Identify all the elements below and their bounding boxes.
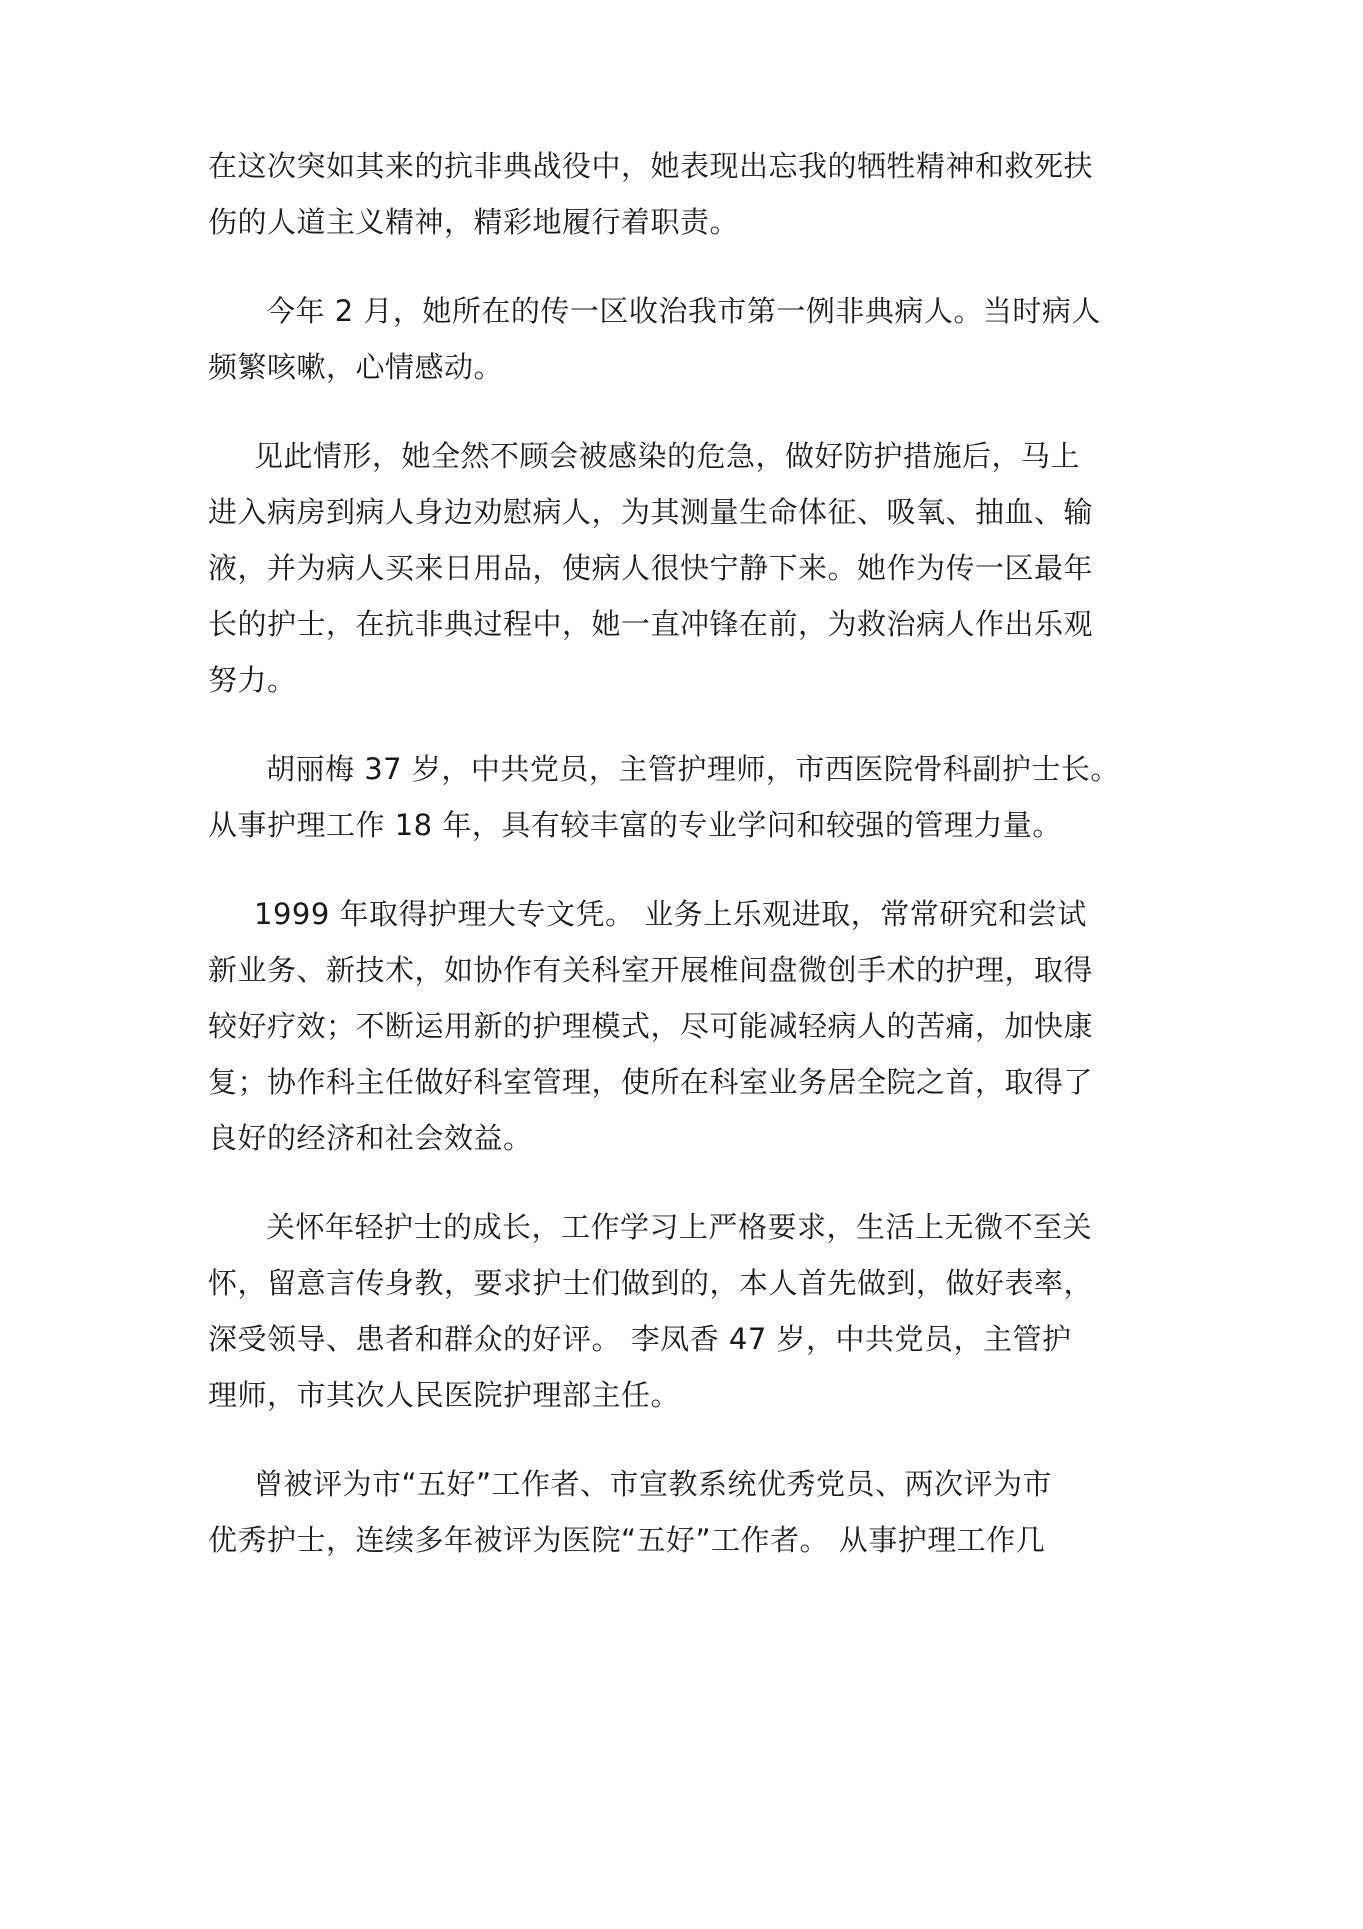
paragraph-2 <box>208 283 1183 395</box>
text-line: 怀，留意言传身教，要求护士们做到的，本人首先做到，做好表率， <box>208 1266 1094 1300</box>
text-line: 频繁咳嗽，心情感动。 <box>208 350 504 384</box>
text-line: 见此情形，她全然不顾会被感染的危急，做好防护措施后，马上 <box>254 439 1081 473</box>
text-line: 新业务、新技术，如协作有关科室开展椎间盘微创手术的护理，取得 <box>208 953 1094 987</box>
text-line: 1999 年取得护理大专文凭。 业务上乐观进取，常常研究和尝试 <box>254 897 1087 931</box>
text-line: 从事护理工作 18 年，具有较丰富的专业学问和较强的管理力量。 <box>208 808 1062 842</box>
text-line: 胡丽梅 37 岁，中共党员，主管护理师，市西医院骨科副护士长。 <box>266 752 1120 786</box>
paragraph-6 <box>208 1199 1183 1423</box>
text-line: 深受领导、患者和群众的好评。 李凤香 47 岁，中共党员，主管护 <box>208 1322 1072 1356</box>
text-line: 复；协作科主任做好科室管理，使所在科室业务居全院之首，取得了 <box>208 1065 1094 1099</box>
text-line: 今年 2 月，她所在的传一区收治我市第一例非典病人。当时病人 <box>266 294 1101 328</box>
paragraph-5 <box>208 886 1183 1166</box>
document-body <box>208 138 1183 1601</box>
text-line: 良好的经济和社会效益。 <box>208 1121 533 1155</box>
text-line: 液，并为病人买来日用品，使病人很快宁静下来。她作为传一区最年 <box>208 551 1094 585</box>
text-line: 曾被评为市“五好”工作者、市宣教系统优秀党员、两次评为市 <box>254 1467 1053 1501</box>
text-line: 在这次突如其来的抗非典战役中，她表现出忘我的牺牲精神和救死扶 <box>208 149 1094 183</box>
text-line: 长的护士，在抗非典过程中，她一直冲锋在前，为救治病人作出乐观 <box>208 607 1094 641</box>
text-line: 理师，市其次人民医院护理部主任。 <box>208 1378 681 1412</box>
paragraph-4 <box>208 741 1183 853</box>
text-line: 进入病房到病人身边劝慰病人，为其测量生命体征、吸氧、抽血、输 <box>208 495 1094 529</box>
paragraph-7 <box>208 1456 1183 1568</box>
text-line: 较好疗效；不断运用新的护理模式，尽可能减轻病人的苦痛，加快康 <box>208 1009 1094 1043</box>
text-line: 关怀年轻护士的成长，工作学习上严格要求，生活上无微不至关 <box>266 1210 1093 1244</box>
paragraph-3 <box>208 428 1183 708</box>
text-line: 伤的人道主义精神，精彩地履行着职责。 <box>208 205 740 239</box>
paragraph-1 <box>208 138 1183 250</box>
text-line: 优秀护士，连续多年被评为医院“五好”工作者。 从事护理工作几 <box>208 1523 1046 1557</box>
text-line: 努力。 <box>208 663 297 697</box>
